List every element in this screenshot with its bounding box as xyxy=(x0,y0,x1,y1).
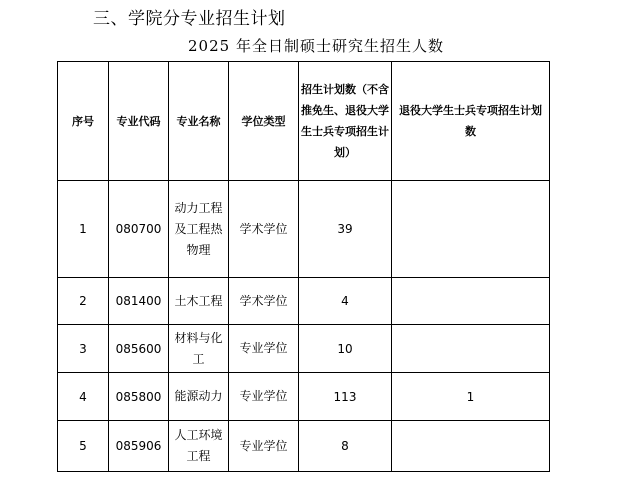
header-veteran-plan: 退役大学生士兵专项招生计划数 xyxy=(392,62,550,181)
cell-degree-type: 学术学位 xyxy=(229,278,299,325)
cell-name: 动力工程及工程热物理 xyxy=(169,181,229,278)
table-row xyxy=(58,373,550,421)
cell-code: 085906 xyxy=(109,421,169,472)
cell-degree-type: 专业学位 xyxy=(229,421,299,472)
cell-veteran-plan: 1 xyxy=(392,373,550,421)
header-seq: 序号 xyxy=(58,62,109,181)
header-name: 专业名称 xyxy=(169,62,229,181)
table-row xyxy=(58,181,550,278)
cell-code: 080700 xyxy=(109,181,169,278)
cell-code: 085800 xyxy=(109,373,169,421)
cell-name: 材料与化工 xyxy=(169,325,229,373)
cell-veteran-plan xyxy=(392,325,550,373)
cell-seq: 1 xyxy=(58,181,109,278)
cell-code: 085600 xyxy=(109,325,169,373)
cell-plan: 4 xyxy=(299,278,392,325)
cell-plan: 10 xyxy=(299,325,392,373)
cell-name: 人工环境工程 xyxy=(169,421,229,472)
cell-name: 土木工程 xyxy=(169,278,229,325)
cell-seq: 3 xyxy=(58,325,109,373)
table-row xyxy=(58,325,550,373)
cell-veteran-plan xyxy=(392,421,550,472)
enrollment-plan-table xyxy=(57,61,550,472)
table-row xyxy=(58,278,550,325)
cell-seq: 2 xyxy=(58,278,109,325)
table-row xyxy=(58,421,550,472)
cell-name: 能源动力 xyxy=(169,373,229,421)
cell-degree-type: 学术学位 xyxy=(229,181,299,278)
cell-plan: 39 xyxy=(299,181,392,278)
header-code: 专业代码 xyxy=(109,62,169,181)
cell-code: 081400 xyxy=(109,278,169,325)
header-degree-type: 学位类型 xyxy=(229,62,299,181)
cell-degree-type: 专业学位 xyxy=(229,325,299,373)
cell-veteran-plan xyxy=(392,278,550,325)
cell-seq: 5 xyxy=(58,421,109,472)
cell-plan: 113 xyxy=(299,373,392,421)
table-title: 2025 年全日制硕士研究生招生人数 xyxy=(188,37,444,55)
cell-degree-type: 专业学位 xyxy=(229,373,299,421)
cell-plan: 8 xyxy=(299,421,392,472)
cell-veteran-plan xyxy=(392,181,550,278)
section-title: 三、学院分专业招生计划 xyxy=(93,9,286,29)
table-header-row xyxy=(58,62,550,181)
cell-seq: 4 xyxy=(58,373,109,421)
header-plan: 招生计划数（不含推免生、退役大学生士兵专项招生计划） xyxy=(299,62,392,181)
